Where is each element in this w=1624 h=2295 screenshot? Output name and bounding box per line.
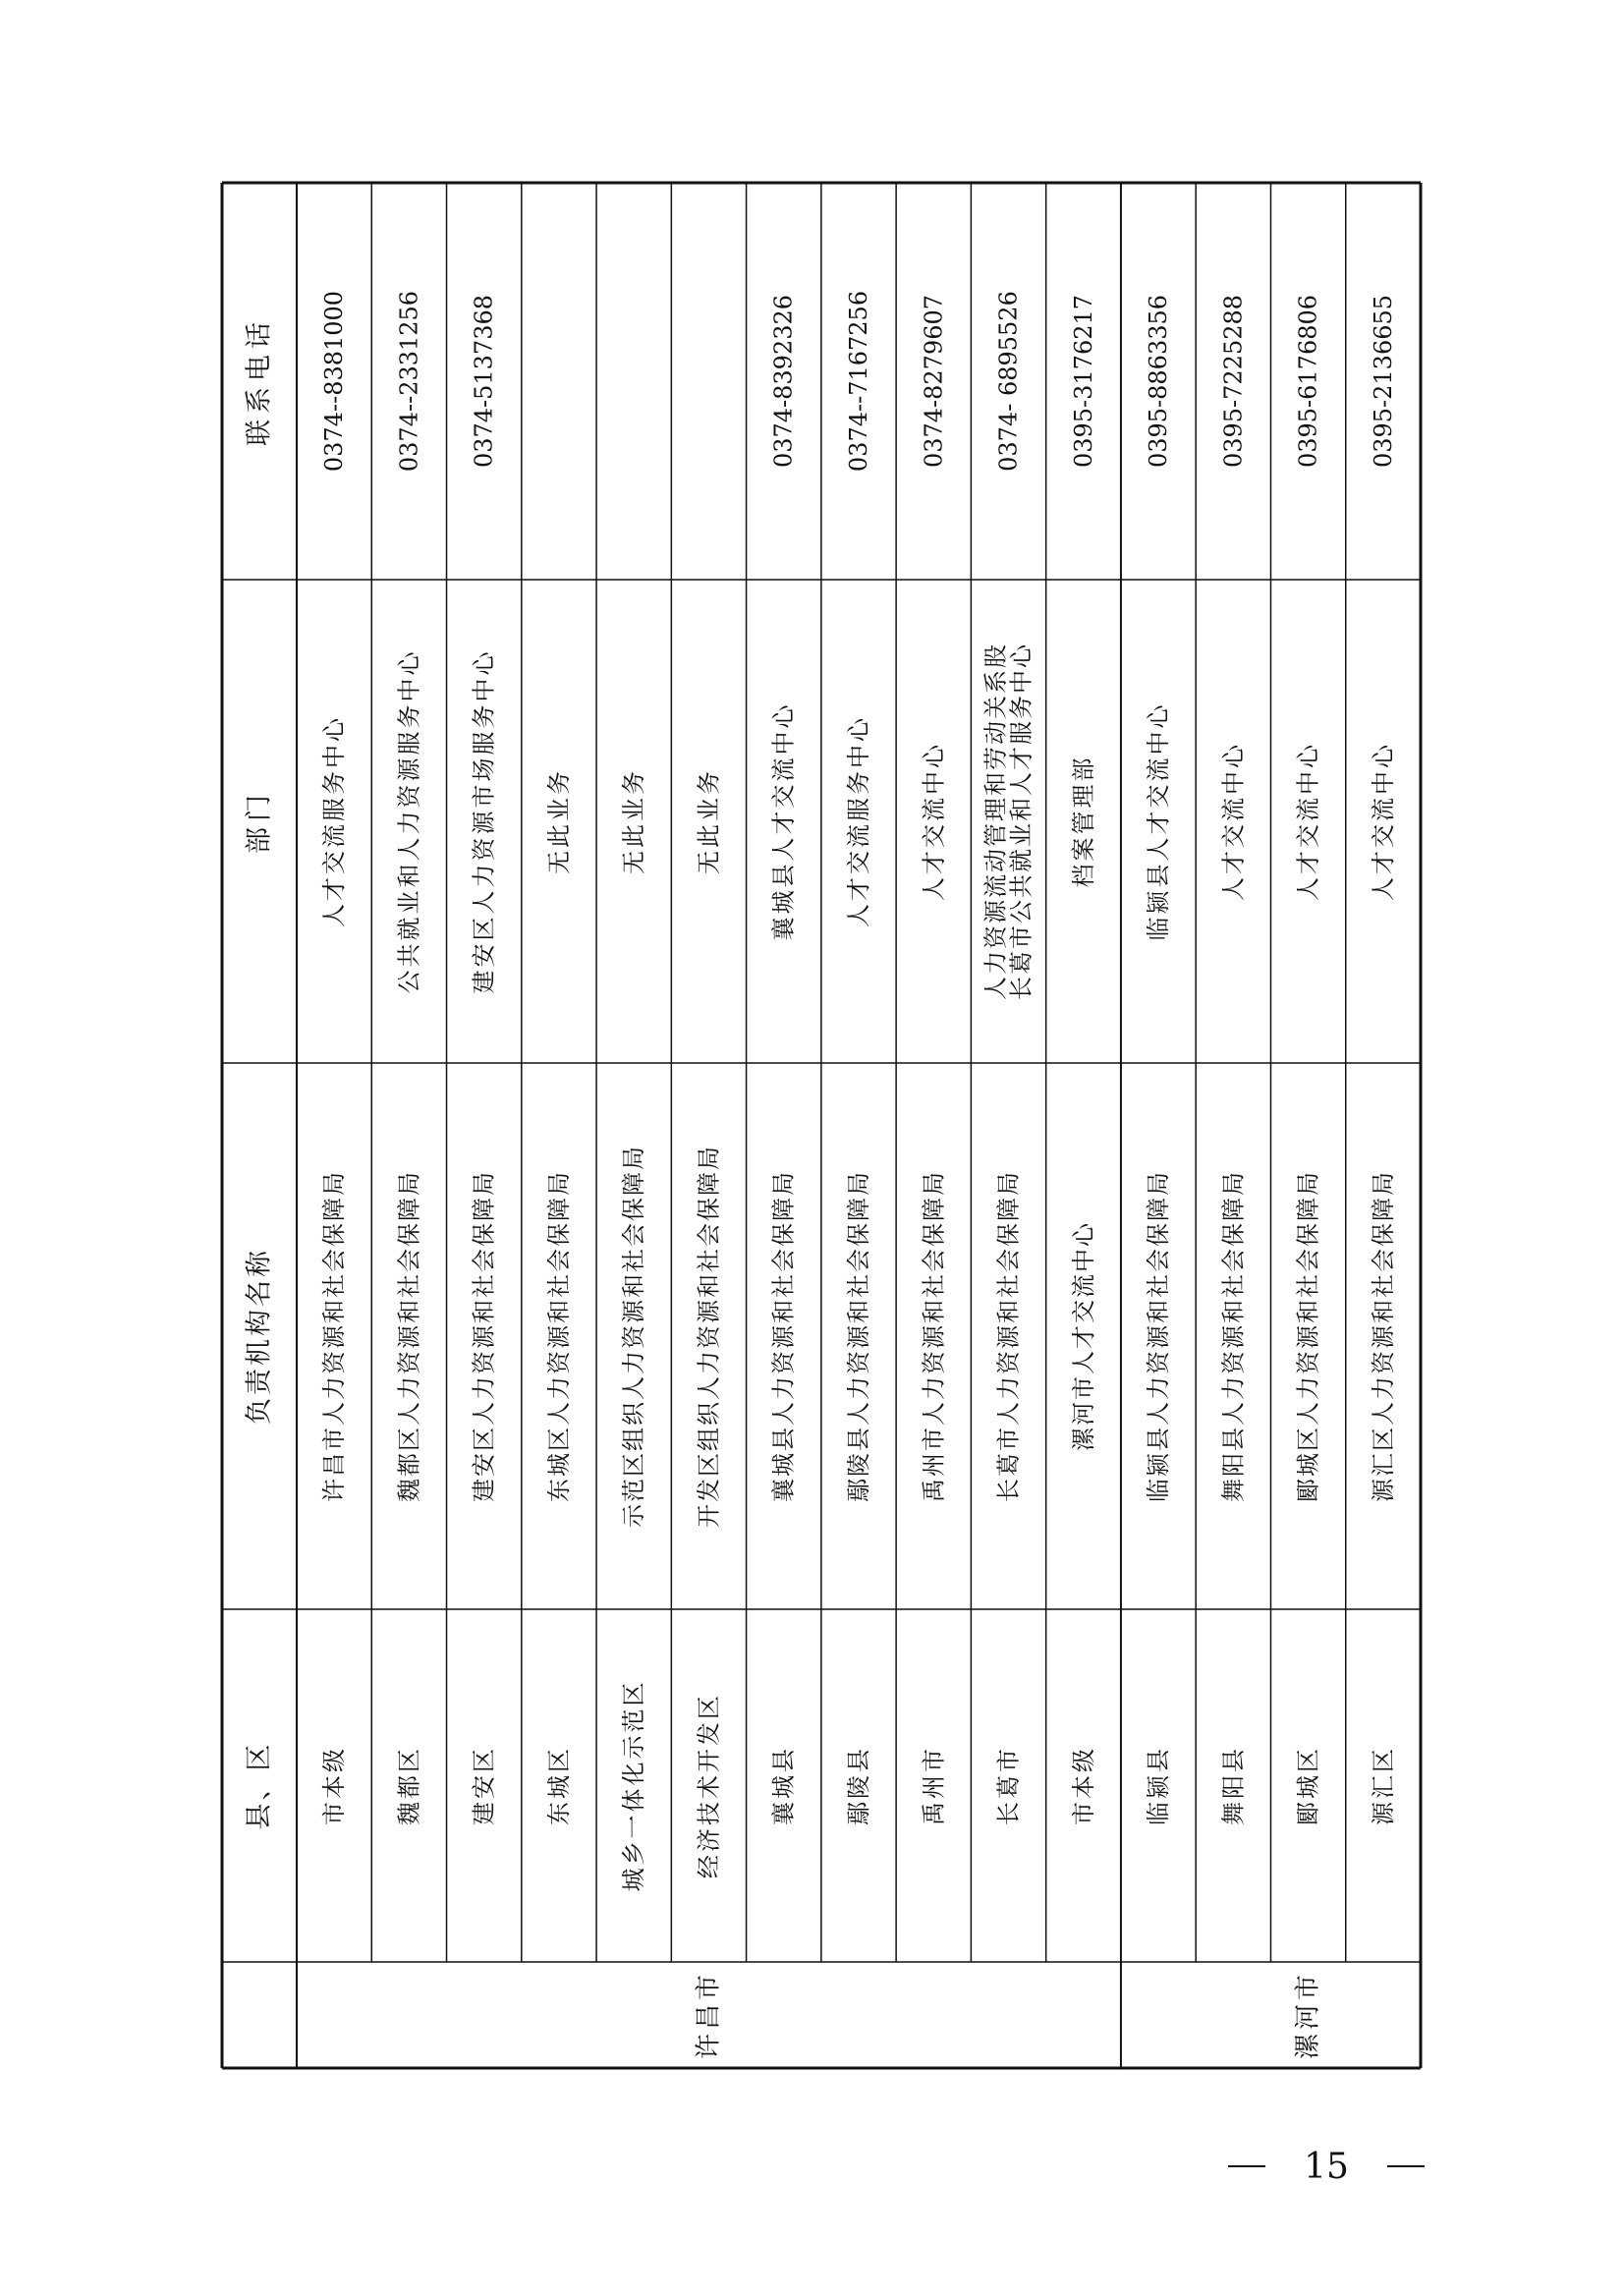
county-cell: 禹州市 <box>920 1746 948 1825</box>
table-row <box>471 295 498 1825</box>
department-cell: 无此业务 <box>695 768 723 874</box>
table-body <box>320 291 1397 2059</box>
department-cell-line: 人力资源流动管理和劳动关系股 <box>981 643 1010 1000</box>
footer-dash-right <box>1387 2165 1425 2167</box>
county-cell: 源汇区 <box>1369 1746 1397 1825</box>
agency-cell: 临颍县人力资源和社会保障局 <box>1145 1170 1173 1502</box>
county-cell: 舞阳县 <box>1219 1746 1248 1825</box>
table-row <box>545 768 573 1825</box>
county-cell: 襄城县 <box>769 1746 798 1825</box>
department-cell: 人才交流服务中心 <box>320 715 349 927</box>
table-row <box>320 291 348 1825</box>
phone-cell: 0374--7167256 <box>845 290 872 473</box>
table-row <box>920 295 947 1825</box>
table-row <box>1295 295 1322 1825</box>
department-cell: 人才交流中心 <box>1219 742 1248 901</box>
department-cell: 建安区人力资源市场服务中心 <box>470 648 498 994</box>
page-footer <box>1228 2142 1425 2191</box>
table-row <box>395 291 422 1825</box>
phone-cell: 0374-8279607 <box>920 294 948 469</box>
phone-cell: 0374- 6895526 <box>994 291 1023 472</box>
agency-cell: 郾城区人力资源和社会保障局 <box>1294 1170 1322 1502</box>
department-cell: 公共就业和人力资源服务中心 <box>395 648 423 994</box>
agency-cell: 源汇区人力资源和社会保障局 <box>1369 1170 1397 1502</box>
agency-cell: 鄢陵县人力资源和社会保障局 <box>845 1170 872 1502</box>
phone-cell: 0395-2136655 <box>1369 294 1397 469</box>
footer-dash-left <box>1228 2165 1265 2167</box>
county-cell: 市本级 <box>1069 1746 1097 1825</box>
agency-cell: 魏都区人力资源和社会保障局 <box>395 1170 423 1502</box>
county-cell: 魏都区 <box>395 1746 423 1825</box>
department-cell: 无此业务 <box>620 768 648 874</box>
phone-cell: 0374--2331256 <box>395 290 423 473</box>
county-cell: 长葛市 <box>994 1746 1023 1825</box>
table-row <box>620 768 647 1892</box>
agency-cell: 长葛市人力资源和社会保障局 <box>994 1170 1023 1502</box>
agency-cell: 襄城县人力资源和社会保障局 <box>769 1170 798 1502</box>
agency-cell: 漯河市人才交流中心 <box>1069 1221 1097 1451</box>
phone-cell: 0395-6176806 <box>1294 294 1322 469</box>
county-cell: 城乡一体化示范区 <box>620 1679 648 1892</box>
table-row <box>845 291 872 1825</box>
agency-cell: 许昌市人力资源和社会保障局 <box>320 1170 349 1502</box>
agency-cell: 禹州市人力资源和社会保障局 <box>920 1170 948 1502</box>
header-phone: 联系电话 <box>244 316 275 446</box>
county-cell: 郾城区 <box>1294 1746 1322 1825</box>
phone-cell: 0374--8381000 <box>320 290 349 473</box>
agency-cell: 建安区人力资源和社会保障局 <box>470 1170 498 1502</box>
table-row <box>695 768 722 1878</box>
phone-cell: 0374-5137368 <box>470 294 498 469</box>
table-row <box>1070 295 1097 1825</box>
department-cell: 临颍县人才交流中心 <box>1145 701 1173 941</box>
county-cell: 市本级 <box>320 1746 349 1825</box>
county-cell: 东城区 <box>544 1746 573 1825</box>
department-cell: 人才交流中心 <box>920 741 948 901</box>
county-cell: 建安区 <box>470 1746 498 1825</box>
department-cell: 档案管理部 <box>1069 755 1097 888</box>
header-department: 部门 <box>244 789 275 854</box>
department-cell-line: 长葛市公共就业和人才服务中心 <box>1007 643 1036 1000</box>
agency-cell: 东城区人力资源和社会保障局 <box>544 1170 573 1502</box>
phone-cell: 0374-8392326 <box>769 294 798 469</box>
header-agency: 负责机构名称 <box>244 1248 275 1425</box>
agency-cell: 舞阳县人力资源和社会保障局 <box>1219 1170 1248 1502</box>
county-cell: 鄢陵县 <box>845 1746 872 1825</box>
department-cell: 人才交流服务中心 <box>845 715 872 927</box>
phone-cell: 0395-7225288 <box>1219 294 1248 469</box>
phone-cell: 0395-3176217 <box>1069 294 1097 469</box>
city-cell: 许昌市 <box>694 1970 724 2060</box>
table-row <box>770 295 798 1825</box>
phone-cell: 0395-8863356 <box>1145 294 1173 469</box>
agency-cell: 开发区组织人力资源和社会保障局 <box>695 1145 723 1528</box>
table-row <box>1145 295 1172 1825</box>
department-cell: 襄城县人才交流中心 <box>769 701 798 941</box>
header-county: 县、区 <box>244 1741 275 1830</box>
table-row <box>982 291 1036 1825</box>
county-cell: 经济技术开发区 <box>695 1693 723 1878</box>
agency-cell: 示范区组织人力资源和社会保障局 <box>620 1145 648 1528</box>
table-row <box>1370 295 1397 1825</box>
department-cell: 人才交流中心 <box>1294 742 1322 901</box>
county-cell: 临颍县 <box>1145 1746 1173 1825</box>
table-row <box>1219 295 1247 1825</box>
city-cell: 漯河市 <box>1293 1970 1323 2060</box>
department-cell: 无此业务 <box>544 768 573 874</box>
page-number: 15 <box>1304 2146 1349 2187</box>
department-cell: 人才交流中心 <box>1369 742 1397 901</box>
table-header-row <box>245 316 275 1830</box>
